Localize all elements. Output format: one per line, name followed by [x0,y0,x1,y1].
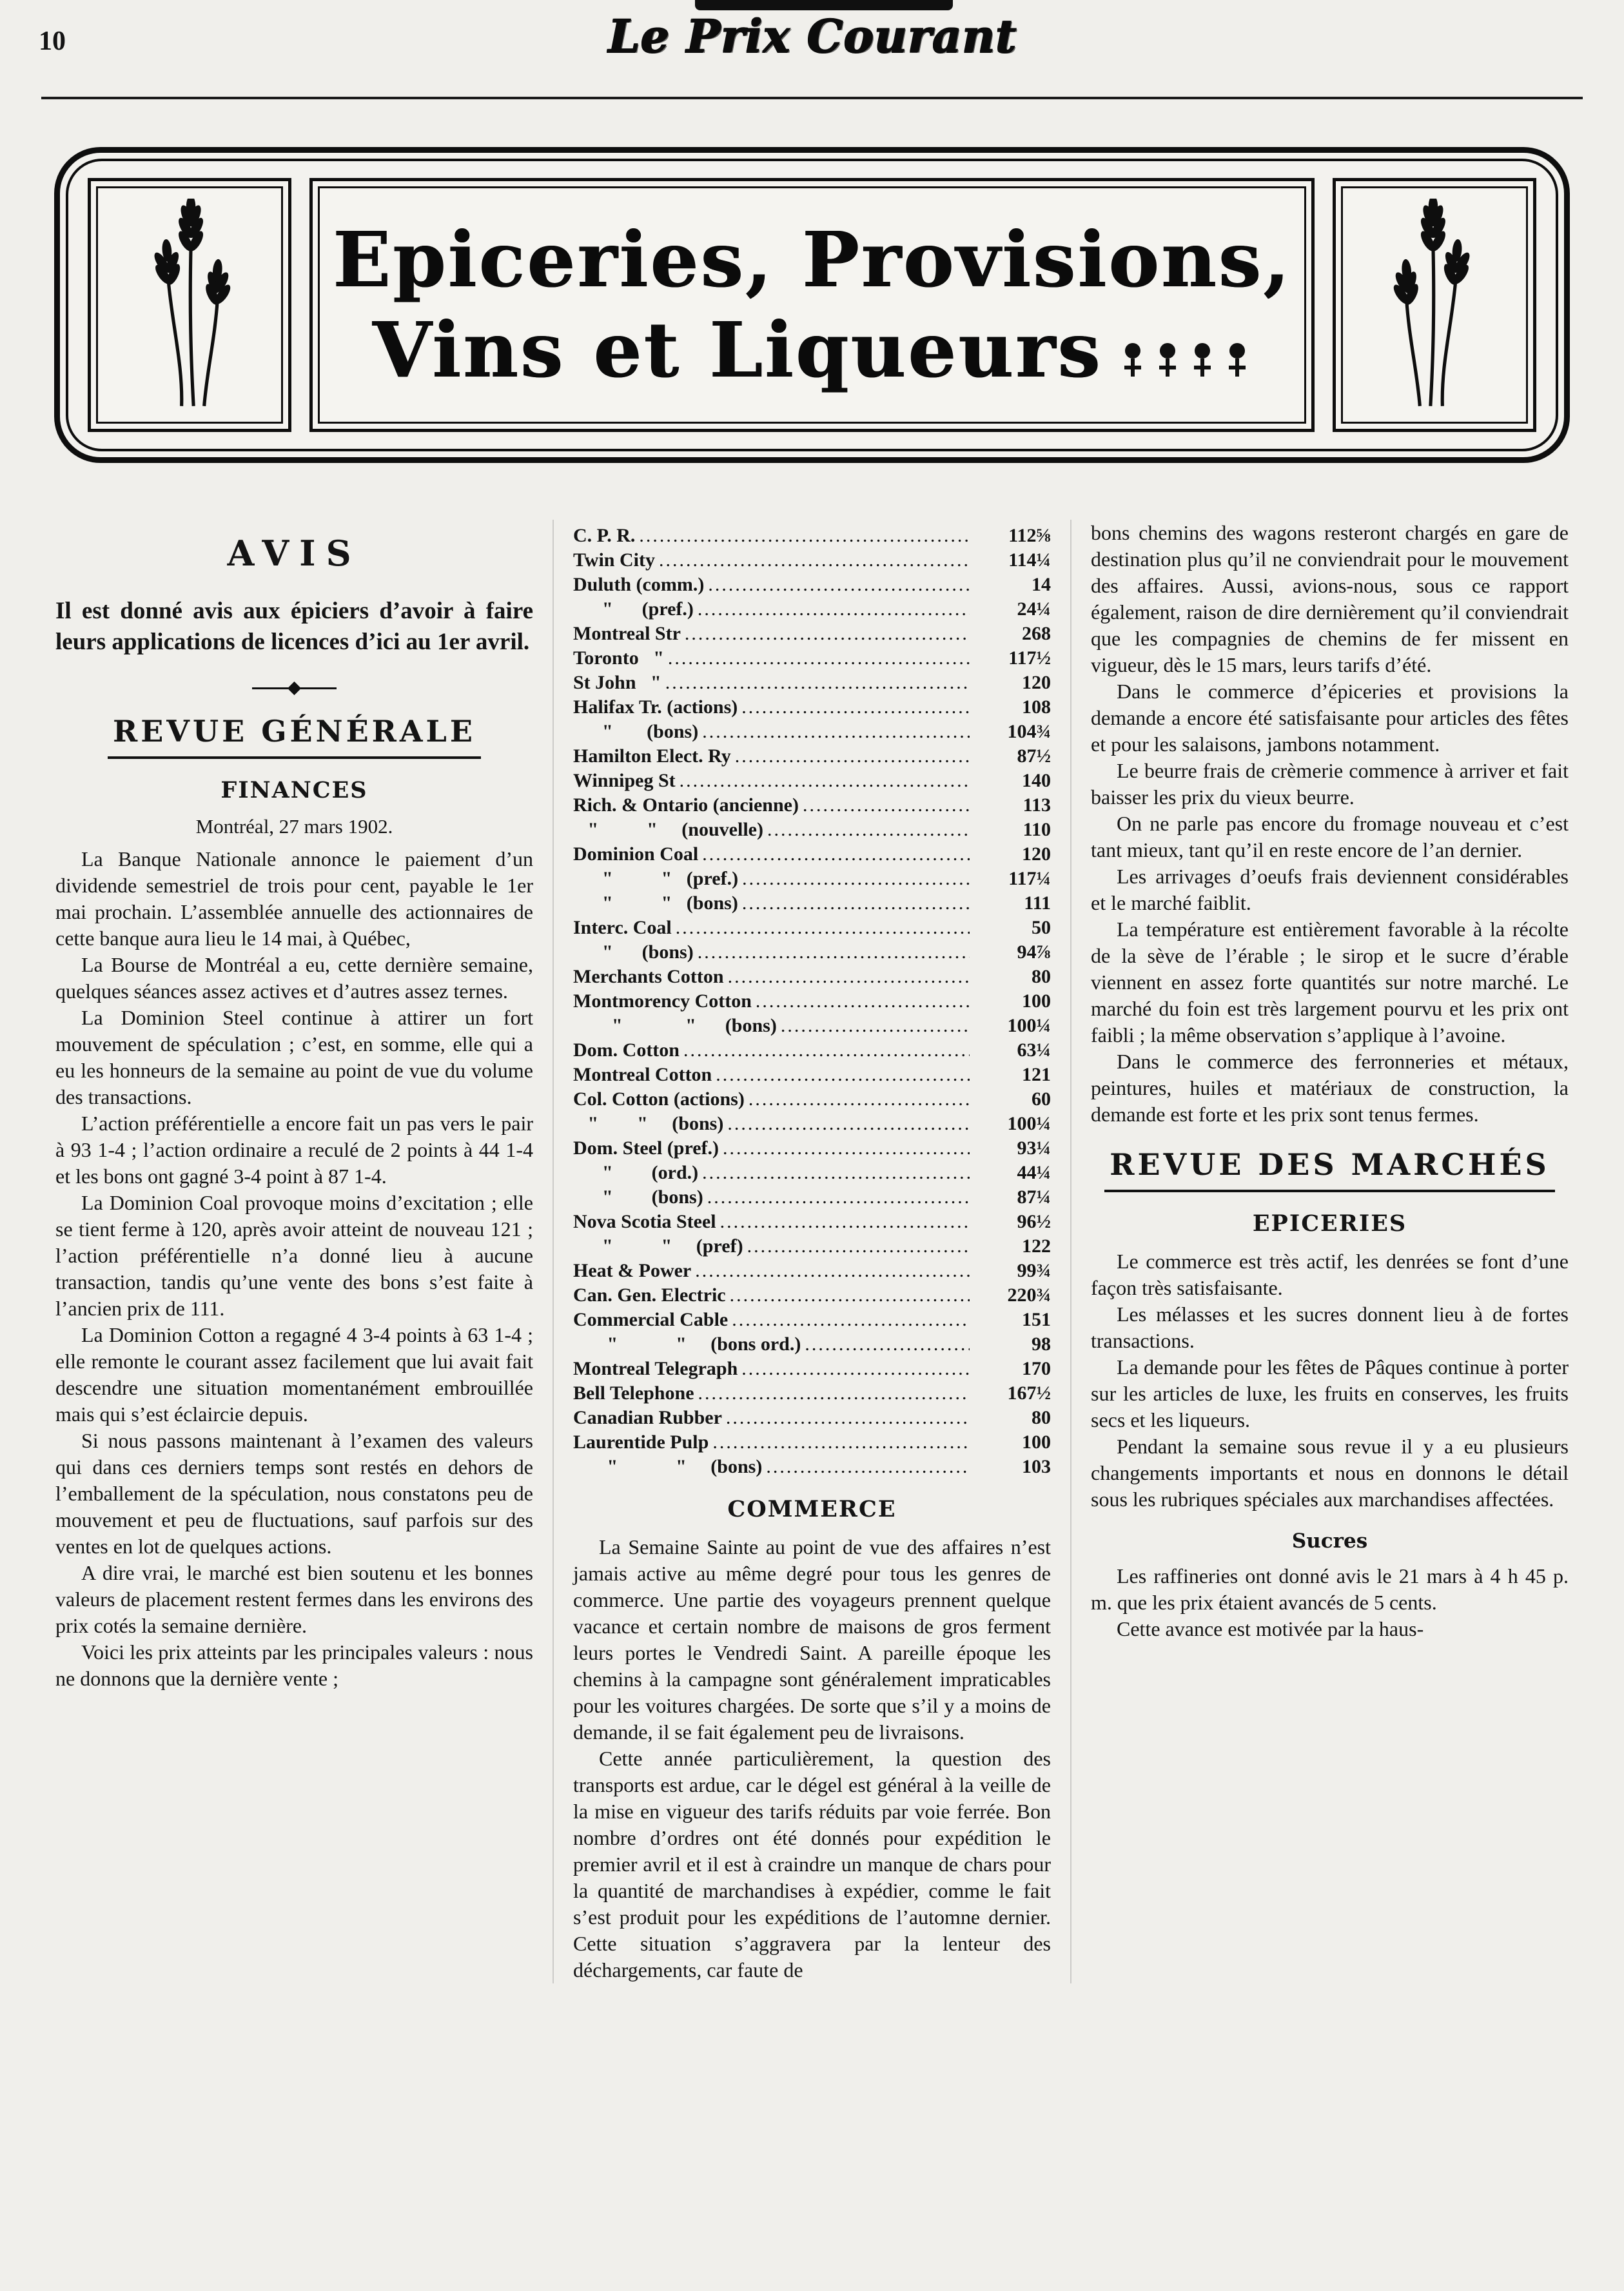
dot-leader [639,524,970,548]
banner-title-line2: Vins et Liqueurs [372,305,1102,395]
commerce-heading: COMMERCE [727,1496,897,1522]
quote-value: 167½ [1007,1382,1051,1404]
paragraph: Voici les prix atteints par les principales valeurs : nous ne donnons que la dernière vente ; [55,1640,533,1690]
quote-value: 100 [1022,1431,1051,1453]
security-name: " " (bons ord.) [573,1333,801,1355]
paragraph: Les raffineries ont donné avis le 21 mars à 4 h 45 p. m. que les prix étaient avancés de 5 cents. [1091,1564,1569,1614]
quote-value: 14 [1032,574,1051,595]
quote-row [573,916,1051,940]
dot-leader [712,1430,970,1455]
orb-cross-icon [1119,339,1147,380]
revue-generale-heading: REVUE GÉNÉRALE [108,714,481,759]
ornament-icons [1119,339,1251,380]
dot-leader [676,916,970,940]
security-name: Montreal Cotton [573,1064,712,1085]
paragraph: L’action préférentielle a encore fait un pas vers le pair à 93 1-4 ; l’action ordinaire a reculé de 2 points à 44 1-4 et les bons ont gagné 3-4 point à 87 1-4. [55,1112,533,1188]
quote-value: 99¾ [1017,1260,1051,1281]
security-name: Dominion Coal [573,843,699,865]
revue-marches-heading-wrap [1091,1147,1569,1192]
security-name: Dom. Steel (pref.) [573,1137,719,1159]
paragraph: On ne parle pas encore du fromage nouveau et c’est tant mieux, tant qu’il en reste encore de l’an dernier. [1091,812,1569,861]
quote-row [573,1455,1051,1479]
quote-row [573,1357,1051,1381]
quote-value: 114¼ [1008,549,1051,571]
quote-value: 96½ [1017,1211,1051,1232]
avis-text: Il est donné avis aux épiciers d’avoir à faire leurs applications de licences d’ici au 1er avril. [55,598,533,655]
quote-row [573,744,1051,769]
dot-leader [727,1112,970,1136]
security-name: Laurentide Pulp [573,1431,709,1453]
quote-value: 80 [1032,1407,1051,1428]
avis-heading: AVIS [227,533,362,574]
security-name: Col. Cotton (actions) [573,1088,745,1110]
dot-leader [698,940,970,965]
dot-leader [742,891,970,916]
quote-row [573,548,1051,573]
quote-row [573,695,1051,720]
paragraph: A dire vrai, le marché est bien soutenu et les bonnes valeurs de placement restent fermes dans les environs des prix cotés la semaine dernière. [55,1561,533,1637]
quote-value: 120 [1022,843,1051,865]
security-name: Bell Telephone [573,1382,694,1404]
dot-leader [665,671,970,695]
security-name: Can. Gen. Electric [573,1284,726,1306]
banner-title-panel-inner [318,186,1306,424]
paragraph: La Semaine Sainte au point de vue des affaires n’est jamais active au même degré pour tous les genres de commerce. Une partie des voyageurs prennent quelque vacance et certain nombre de maisons de gros ferment leurs portes le Vendredi Saint. A pareille époque les chemins à la campagne sont généralement impraticables pour les voitures chargées. De sorte que s’il y a moins de demande, il se fait également peu de livraisons. [573,1535,1051,1744]
quote-value: 87½ [1017,745,1051,767]
dot-leader [735,744,970,769]
quote-row [573,1308,1051,1332]
dot-leader [683,1038,970,1063]
revue-marches-heading: REVUE DES MARCHÉS [1104,1147,1555,1192]
dot-leader [730,1283,970,1308]
article-columns [0,498,1624,1983]
dot-leader [767,818,970,842]
divider-line [252,687,288,689]
security-name: " " (bons) [573,1456,763,1477]
quote-value: 104¾ [1007,721,1051,742]
wheat-icon [1367,199,1502,411]
dot-leader [707,1185,970,1210]
quote-value: 121 [1022,1064,1051,1085]
security-name: Commercial Cable [573,1309,729,1330]
quote-value: 63¼ [1017,1039,1051,1061]
security-name: Interc. Coal [573,917,672,938]
dot-leader [716,1063,970,1087]
section-divider [55,683,533,693]
quote-value: 94⅞ [1017,941,1051,963]
paragraph: La température est entièrement favorable à la récolte de la sève de l’érable ; le sirop et le sucre d’érable viennent en assez forte quantités sur notre marché. Le marché du foin est très largement pourvu et les prix ont faibli ; la même observation s’applique à l’avoine. [1091,918,1569,1047]
quote-value: 100¼ [1007,1113,1051,1134]
orb-cross-icon [1223,339,1251,380]
quote-row [573,867,1051,891]
banner-title-line1: Epiceries, Provisions, [332,215,1292,304]
quote-value: 100¼ [1007,1015,1051,1036]
dot-leader [723,1136,970,1161]
quote-row [573,1332,1051,1357]
banner-outer-frame [54,147,1570,463]
dot-leader [680,769,970,793]
masthead-title: Le Prix Courant [607,9,1017,63]
page-header [0,0,1624,97]
orb-cross-icon [1153,339,1182,380]
quote-row [573,818,1051,842]
banner-title-panel [309,178,1315,432]
quote-row [573,891,1051,916]
security-name: Montmorency Cotton [573,990,752,1012]
paragraph: bons chemins des wagons resteront chargés en gare de destination plus qu’il ne conviendrait pour le mouvement des affaires. Aussi, avions-nous, sous ce rapport également, raison de dire dernièrement qu’il conviendrait que les compagnies de chemins de fer missent en vigueur, dès le 15 mars, leurs tarifs d’été. [1091,521,1569,676]
dot-leader [695,1259,970,1283]
dot-leader [747,1234,970,1259]
security-name: St John " [573,672,661,693]
quote-row [573,622,1051,646]
dot-leader [702,720,970,744]
security-name: " " (pref.) [573,868,739,889]
paragraph: Les mélasses et les sucres donnent lieu à de fortes transactions. [1091,1303,1569,1352]
quote-row [573,965,1051,989]
page-number: 10 [39,26,66,56]
wheat-panel-left-inner [96,186,283,424]
paragraph: Les arrivages d’oeufs frais deviennent considérables et le marché faiblit. [1091,865,1569,914]
quote-value: 113 [1022,794,1051,816]
dot-leader [668,646,970,671]
quote-row [573,1234,1051,1259]
security-name: Montreal Telegraph [573,1358,738,1379]
paragraph: Si nous passons maintenant à l’examen des valeurs qui dans ces derniers temps sont restés en dehors de l’emballement de la spéculation, nous constatons peu de mouvement et peu de fluctuations, sauf parfois sur des ventes en lot de quelques actions. [55,1429,533,1558]
quote-value: 122 [1022,1235,1051,1257]
quote-row [573,671,1051,695]
security-name: " (bons) [573,941,694,963]
paragraph: La Dominion Cotton a regagné 4 3-4 points à 63 1-4 ; elle remonte le courant assez facilement que lui avait fait descendre une situation momentanément embrouillée mais qui s’est éclaircie depuis. [55,1323,533,1426]
quote-row [573,1210,1051,1234]
paragraph: La Banque Nationale annonce le paiement d’un dividende semestriel de trois pour cent, payable le 1er mai prochain. L’assemblée annuelle des actionnaires de cette banque aura lieu le 14 mai, à Québec, [55,847,533,950]
quote-value: 87¼ [1017,1186,1051,1208]
dot-leader [702,1161,970,1185]
security-name: Toronto " [573,647,664,669]
epiceries-paragraphs [1091,1248,1569,1513]
revue-generale-heading-wrap [55,714,533,759]
quote-row [573,842,1051,867]
dot-leader [805,1332,970,1357]
dot-leader [659,548,970,573]
paragraph: La Dominion Steel continue à attirer un fort mouvement de spéculation ; c’est, en somme, elle qui a eu les honneurs de la semaine au point de vue du volume des transactions. [55,1006,533,1108]
dateline: Montréal, 27 mars 1902. [195,815,393,838]
dot-leader [742,867,970,891]
wheat-panel-right [1333,178,1536,432]
sucres-heading: Sucres [1291,1529,1368,1553]
security-name: " " (nouvelle) [573,819,763,840]
dot-leader [698,597,970,622]
security-name: " " (bons) [573,892,738,914]
quote-value: 170 [1022,1358,1051,1379]
security-name: Merchants Cotton [573,966,724,987]
paragraph: Pendant la semaine sous revue il y a eu plusieurs changements importants et nous en donnons le détail sous les rubriques spéciales aux marchandises affectées. [1091,1435,1569,1511]
security-name: Halifax Tr. (actions) [573,696,738,718]
wheat-icon [122,199,257,411]
dot-leader [803,793,970,818]
quote-row [573,1112,1051,1136]
dot-leader [756,989,970,1014]
security-name: " " (bons) [573,1015,777,1036]
security-name: Dom. Cotton [573,1039,680,1061]
dot-leader [720,1210,970,1234]
security-name: Montreal Str [573,623,681,644]
dot-leader [698,1381,970,1406]
quote-row [573,1381,1051,1406]
security-name: " " (pref) [573,1235,743,1257]
quote-value: 112⅝ [1008,525,1051,546]
quote-row [573,1406,1051,1430]
dot-leader [732,1308,970,1332]
quote-row [573,1063,1051,1087]
quote-value: 100 [1022,990,1051,1012]
dot-leader [741,695,970,720]
dot-leader [726,1406,970,1430]
quote-value: 44¼ [1017,1162,1051,1183]
quote-row [573,524,1051,548]
quote-value: 93¼ [1017,1137,1051,1159]
banner-title-line2-wrap [373,305,1252,395]
dot-leader [748,1087,970,1112]
quote-row [573,573,1051,597]
wheat-panel-right-inner [1341,186,1528,424]
quote-row [573,1038,1051,1063]
quote-value: 220¾ [1007,1284,1051,1306]
quote-row [573,1161,1051,1185]
dot-leader [728,965,970,989]
dot-leader [766,1455,970,1479]
paragraph: Cette année particulièrement, la question des transports est ardue, car le dégel est général à la veille de la mise en vigueur des tarifs réduits par voie ferrée. Bon nombre d’ordres ont été donnés pour expédition le premier avril et il est à craindre un manque de chars pour la quantité de marchandises à expédier, comme le fait s’est produit pour les expéditions de l’automne dernier. Cette situation s’aggravera par la lenteur des déchargements, car faute de [573,1747,1051,1981]
divider-line [300,687,337,689]
security-name: Rich. & Ontario (ancienne) [573,794,799,816]
paragraph: Dans le commerce d’épiceries et provisions la demande a encore été satisfaisante pour articles des fêtes et pour les salaisons, jambons notamment. [1091,680,1569,756]
quote-value: 140 [1022,770,1051,791]
security-name: " (bons) [573,1186,703,1208]
commerce-paragraphs [573,1534,1051,1983]
quote-row [573,989,1051,1014]
quote-row [573,597,1051,622]
paragraph: La demande pour les fêtes de Pâques continue à porter sur les articles de luxe, les fruits en conserves, les fruits secs et les liqueurs. [1091,1355,1569,1431]
paragraph: Le commerce est très actif, les denrées se font d’une façon très satisfaisante. [1091,1250,1569,1299]
security-name: C. P. R. [573,525,636,546]
quote-row [573,1136,1051,1161]
quote-row [573,769,1051,793]
security-name: " " (bons) [573,1113,724,1134]
quote-row [573,793,1051,818]
wheat-panel-left [88,178,291,432]
banner-inner-frame [66,159,1558,451]
quote-value: 120 [1022,672,1051,693]
quote-value: 268 [1022,623,1051,644]
quote-row [573,1087,1051,1112]
security-name: " (ord.) [573,1162,699,1183]
security-name: " (pref.) [573,598,694,620]
orb-cross-icon [1188,339,1217,380]
quote-value: 60 [1032,1088,1051,1110]
quote-row [573,720,1051,744]
quote-value: 117½ [1008,647,1051,669]
sucres-paragraphs [1091,1563,1569,1642]
dot-leader [781,1014,970,1038]
quote-value: 80 [1032,966,1051,987]
quote-value: 117¼ [1008,868,1051,889]
paragraph: Dans le commerce des ferronneries et métaux, peintures, huiles et matériaux de construction, la demande est forte et les prix sont tenus fermes. [1091,1050,1569,1126]
quote-row [573,1014,1051,1038]
column-left [36,520,553,1983]
quote-row [573,646,1051,671]
column-middle [553,520,1070,1983]
security-name: Winnipeg St [573,770,676,791]
quote-value: 50 [1032,917,1051,938]
finances-paragraphs [55,846,533,1692]
security-name: Nova Scotia Steel [573,1211,716,1232]
security-name: Twin City [573,549,655,571]
quote-row [573,1283,1051,1308]
dot-leader [741,1357,970,1381]
epiceries-heading: EPICERIES [1252,1210,1407,1237]
quote-value: 98 [1032,1333,1051,1355]
quote-value: 24¼ [1017,598,1051,620]
security-name: Heat & Power [573,1260,692,1281]
security-name: " (bons) [573,721,699,742]
paragraph: Cette avance est motivée par la haus- [1117,1617,1424,1640]
security-name: Duluth (comm.) [573,574,705,595]
quote-value: 110 [1022,819,1051,840]
stock-quotes-table [573,520,1051,1479]
quote-value: 103 [1022,1456,1051,1477]
dot-leader [702,842,970,867]
dot-leader [685,622,970,646]
quote-row [573,940,1051,965]
paragraph: La Bourse de Montréal a eu, cette dernière semaine, quelques séances assez actives et d’autres assez ternes. [55,953,533,1003]
quote-value: 111 [1024,892,1051,914]
paragraph: Le beurre frais de crèmerie commence à arriver et fait baisser les prix du vieux beurre. [1091,759,1569,809]
section-title-banner [54,147,1570,463]
security-name: Canadian Rubber [573,1407,722,1428]
quote-row [573,1259,1051,1283]
header-rule [41,97,1583,99]
quote-row [573,1185,1051,1210]
quote-value: 151 [1022,1309,1051,1330]
paragraph: La Dominion Coal provoque moins d’excitation ; elle se tient ferme à 120, après avoir atteint de nouveau 121 ; l’action préférentielle n’a donné lieu à aucune transaction, tandis qu’une vente des bons s’est faite à l’ancien prix de 111. [55,1191,533,1320]
dot-leader [708,573,970,597]
finances-heading: FINANCES [220,777,368,803]
quote-row [573,1430,1051,1455]
column-right [1070,520,1588,1983]
continuation-paragraphs [1091,520,1569,1128]
security-name: Hamilton Elect. Ry [573,745,731,767]
quote-value: 108 [1022,696,1051,718]
diamond-icon [288,682,301,695]
